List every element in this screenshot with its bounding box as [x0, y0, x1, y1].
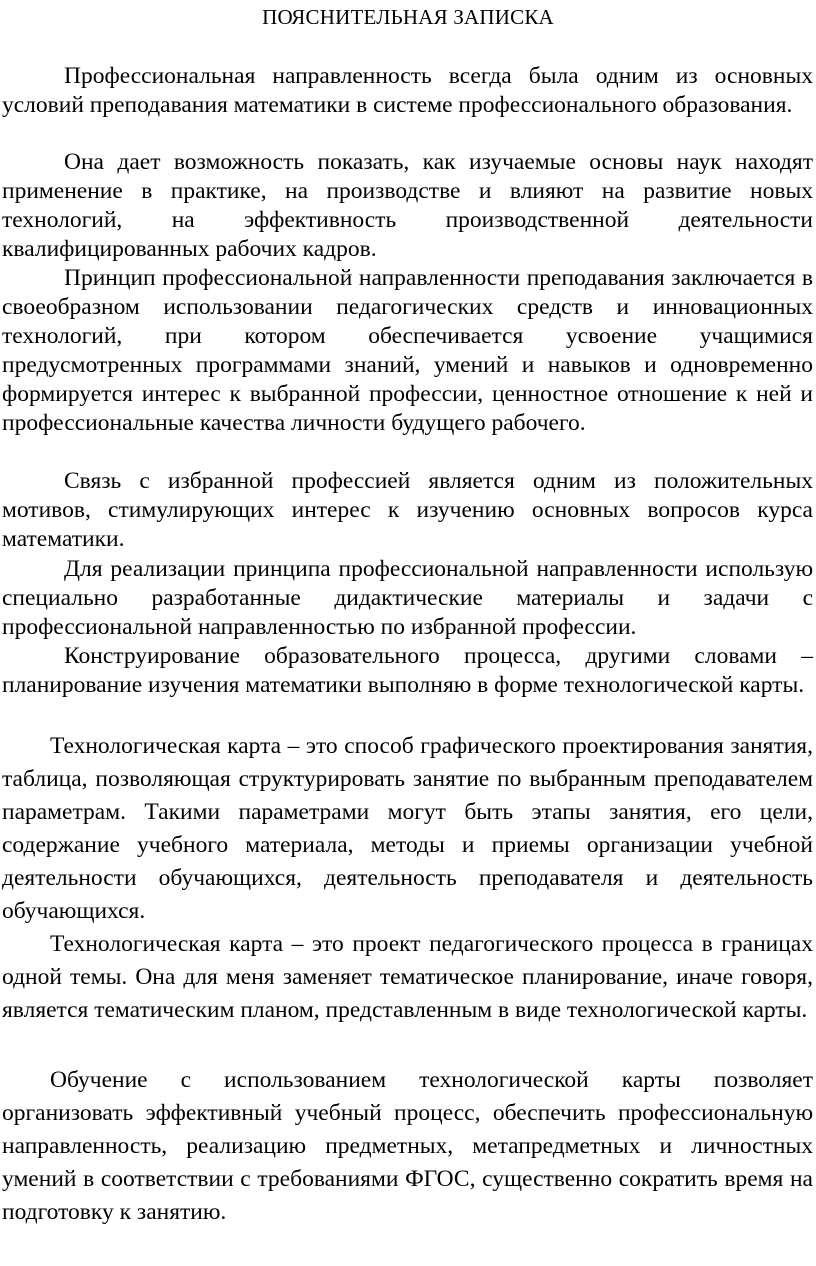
paragraph-3: Принцип профессиональной направленности преподавания заключается в своеобразном использовании педагогических средств и инновационных технологий, при котором обеспечивается усвоение учащимися предусмотренных программами знаний, умений и навыков и одновременно формируется интерес к выбранной профессии, ценностное отношение к ней и профессиональные качества личности будущего рабочего.	[2, 265, 813, 436]
paragraph-9: Обучение с использованием технологической карты позволяет организовать эффективный учебный процесс, обеспечить профессиональную направленность, реализацию предметных, метапредметных и личностных умений в соответствии с требованиями ФГОС, существенно сократить время на подготовку к занятию.	[2, 1067, 813, 1225]
paragraph-6: Конструирование образовательного процесса, другими словами – планирование изучения математики выполняю в форме технологической карты.	[2, 643, 813, 698]
paragraph-8: Технологическая карта – это проект педагогического процесса в границах одной темы. Она для меня заменяет тематическое планирование, иначе говоря, является тематическим планом, представленным в виде технологической карты.	[2, 931, 813, 1023]
document-title: ПОЯСНИТЕЛЬНАЯ ЗАПИСКА	[262, 5, 554, 29]
paragraph-4: Связь с избранной профессией является одним из положительных мотивов, стимулирующих интерес к изучению основных вопросов курса математики.	[2, 468, 813, 552]
paragraph-1: Профессиональная направленность всегда была одним из основных условий преподавания математики в системе профессионального образования.	[2, 63, 813, 118]
paragraph-7: Технологическая карта – это способ графического проектирования занятия, таблица, позволяющая структурировать занятие по выбранным преподавателем параметрам. Такими параметрами могут быть этапы занятия, его цели, содержание учебного материала, методы и приемы организации учебной деятельности обучающихся, деятельность преподавателя и деятельность обучающихся.	[2, 733, 813, 924]
paragraph-2: Она дает возможность показать, как изучаемые основы наук находят применение в практике, на производстве и влияют на развитие новых технологий, на эффективность производственной деятельности квалифицированных рабочих кадров.	[2, 149, 813, 262]
paragraph-5: Для реализации принципа профессиональной направленности использую специально разработанные дидактические материалы и задачи с профессиональной направленностью по избранной профессии.	[2, 556, 813, 640]
